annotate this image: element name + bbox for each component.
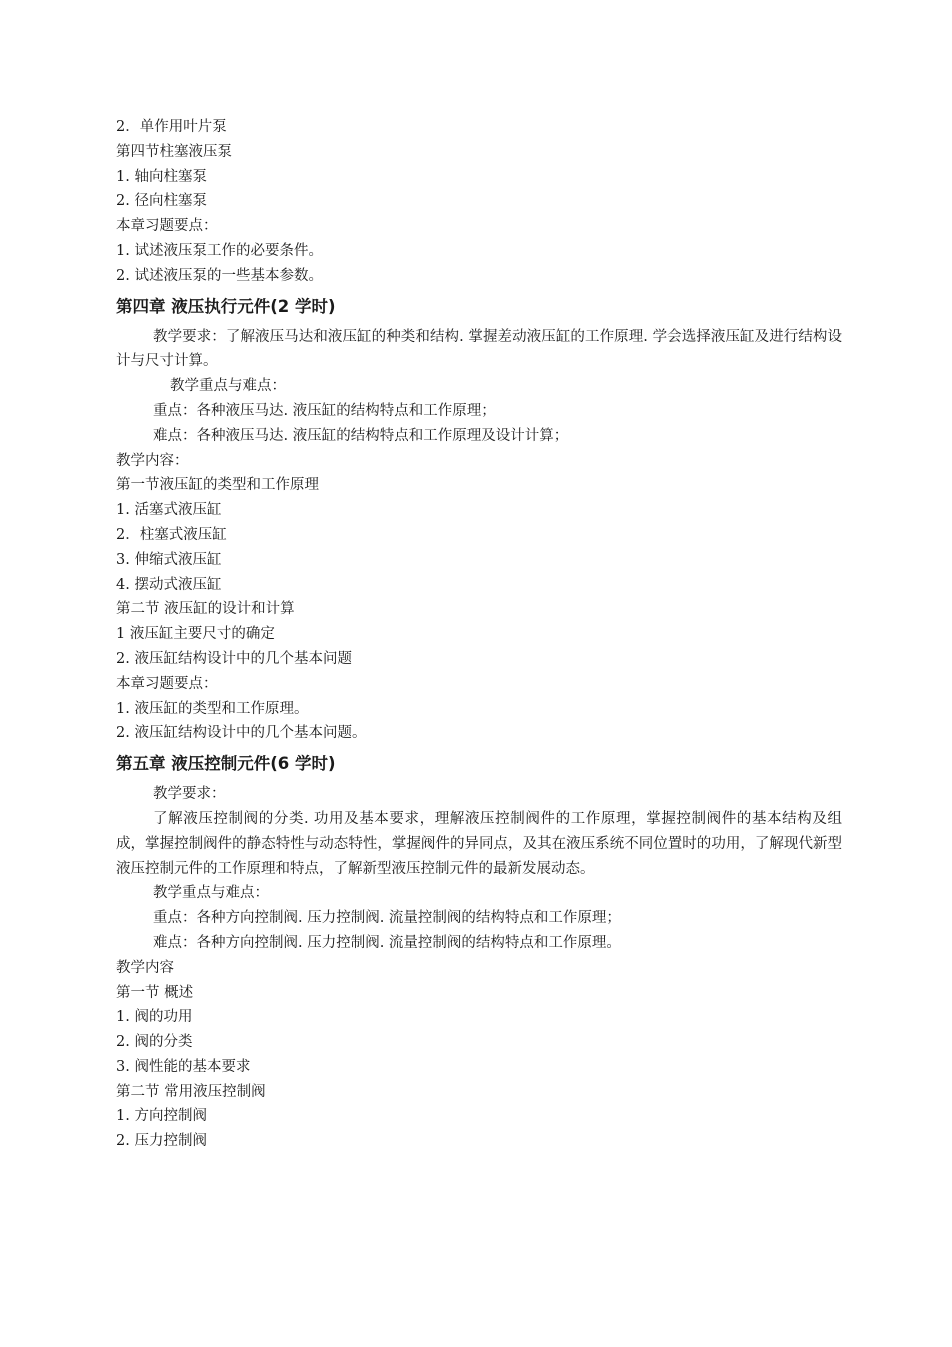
difficulty: 难点：各种方向控制阀. 压力控制阀. 流量控制阀的结构特点和工作原理。 bbox=[153, 934, 621, 951]
list-item: 2. 阀的分类 bbox=[116, 1034, 193, 1051]
list-item: 1. 方向控制阀 bbox=[116, 1108, 207, 1125]
list-item: 1. 阀的功用 bbox=[116, 1009, 193, 1026]
teaching-requirement: 教学要求：了解液压马达和液压缸的种类和结构. 掌握差动液压缸的工作原理. 学会选择液压缸及进行结构设计与尺寸计算。 bbox=[116, 328, 842, 370]
content-title: 教学内容 bbox=[116, 959, 174, 976]
section-title: 第四节柱塞液压泵 bbox=[116, 143, 232, 160]
exercise-title: 本章习题要点： bbox=[116, 675, 218, 692]
list-item: 2. 压力控制阀 bbox=[116, 1133, 207, 1150]
list-item: 1 液压缸主要尺寸的确定 bbox=[116, 626, 275, 643]
key-point: 重点：各种方向控制阀. 压力控制阀. 流量控制阀的结构特点和工作原理； bbox=[153, 910, 621, 927]
chapter-4 bbox=[116, 295, 842, 747]
list-item: 1. 活塞式液压缸 bbox=[116, 502, 222, 519]
list-item: 2. 液压缸结构设计中的几个基本问题。 bbox=[116, 725, 367, 742]
list-item: 2. 试述液压泵的一些基本参数。 bbox=[116, 267, 323, 284]
list-item: 3. 伸缩式液压缸 bbox=[116, 551, 222, 568]
teaching-requirement: 了解液压控制阀的分类. 功用及基本要求，理解液压控制阀件的工作原理，掌握控制阀件的基本结构及组成，掌握控制阀件的静态特性与动态特性，掌握阀件的异同点，及其在液压系统不同位置时的功用，了解现代新型液压控制元件的工作原理和特点，了解新型液压控制元件的最新发展动态。 bbox=[116, 810, 842, 877]
chapter-heading: 第五章 液压控制元件(6 学时) bbox=[116, 754, 336, 774]
difficulty: 难点：各种液压马达. 液压缸的结构特点和工作原理及设计计算； bbox=[153, 427, 569, 444]
section-title: 第一节液压缸的类型和工作原理 bbox=[116, 477, 319, 494]
text-line: 2．单作用叶片泵 bbox=[116, 119, 227, 135]
list-item: 4. 摆动式液压缸 bbox=[116, 576, 222, 593]
top-section bbox=[116, 115, 842, 289]
chapter-heading: 第四章 液压执行元件(2 学时) bbox=[116, 296, 336, 316]
key-points-title: 教学重点与难点： bbox=[153, 885, 269, 902]
list-item: 1. 试述液压泵工作的必要条件。 bbox=[116, 242, 323, 259]
content-title: 教学内容： bbox=[116, 452, 189, 469]
list-item: 3. 阀性能的基本要求 bbox=[116, 1058, 251, 1075]
list-item: 1. 轴向柱塞泵 bbox=[116, 168, 207, 185]
key-point: 重点：各种液压马达. 液压缸的结构特点和工作原理； bbox=[153, 402, 496, 419]
section-title: 第一节 概述 bbox=[116, 984, 194, 1001]
chapter-5 bbox=[116, 752, 842, 1154]
section-title: 第二节 常用液压控制阀 bbox=[116, 1083, 266, 1100]
list-item: 2. 液压缸结构设计中的几个基本问题 bbox=[116, 650, 352, 667]
list-item: 2. 径向柱塞泵 bbox=[116, 193, 207, 210]
exercise-title: 本章习题要点： bbox=[116, 218, 218, 235]
list-item: 2．柱塞式液压缸 bbox=[116, 526, 227, 543]
key-points-title: 教学重点与难点： bbox=[170, 378, 286, 395]
requirement-title: 教学要求： bbox=[153, 786, 226, 803]
section-title: 第二节 液压缸的设计和计算 bbox=[116, 601, 295, 618]
list-item: 1. 液压缸的类型和工作原理。 bbox=[116, 700, 309, 717]
